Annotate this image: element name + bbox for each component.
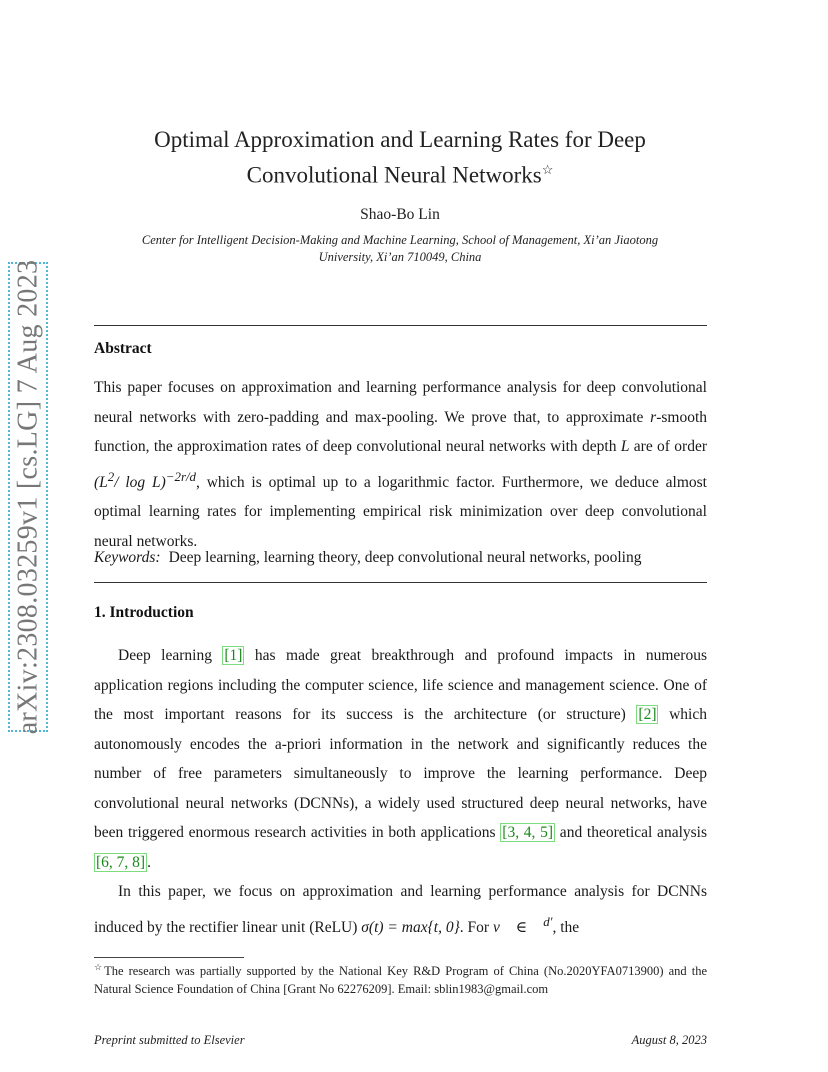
preprint-date: August 8, 2023 bbox=[631, 1033, 707, 1047]
abstract-heading: Abstract bbox=[94, 340, 152, 357]
affiliation bbox=[94, 232, 706, 266]
intro-paragraph-2 bbox=[94, 877, 707, 942]
introduction-body bbox=[94, 641, 707, 942]
abstract-body bbox=[94, 373, 707, 556]
intro-p1-text-a: Deep learning bbox=[118, 647, 223, 664]
citation-link-2[interactable]: [2] bbox=[638, 706, 657, 723]
vector-dim: d′ bbox=[543, 913, 553, 929]
title-line-2: Convolutional Neural Networks bbox=[246, 162, 542, 188]
math-r: r bbox=[650, 408, 657, 426]
footnote-text: The research was partially supported by the National Key R&D Program of China (No.2020YFA0713900) and the Natural Science Foundation of China [Grant No 62276209]. Email: sblin1983@gmail.com bbox=[94, 964, 708, 996]
footnote bbox=[94, 959, 707, 998]
order-expr-b: / log L) bbox=[114, 473, 166, 491]
order-expr-exp: −2r/d bbox=[165, 468, 197, 484]
intro-p1-text-b: has made great breakthrough and profound impacts in numerous application regions including the computer science, life science and management science. One of the most important reasons for its success is the architecture (or structure) bbox=[94, 647, 707, 723]
keywords-label: Keywords: bbox=[94, 549, 161, 566]
citation-link-6-8[interactable]: [6, 7, 8] bbox=[96, 853, 146, 871]
affiliation-line-1: Center for Intelligent Decision-Making and Machine Learning, School of Management, Xi’an Jiaotong bbox=[141, 233, 659, 247]
intro-p1-text-d: and theoretical analysis bbox=[555, 824, 707, 841]
abstract-text-3: are of order bbox=[629, 438, 707, 455]
relu-formula: σ(t) = max{t, 0} bbox=[361, 918, 460, 936]
preprint-note: Preprint submitted to Elsevier bbox=[94, 1033, 245, 1047]
abstract-bottom-rule bbox=[94, 582, 707, 583]
citation-link-1[interactable]: [1] bbox=[224, 647, 243, 664]
keywords-list: Deep learning, learning theory, deep convolutional neural networks, pooling bbox=[168, 549, 642, 566]
arxiv-identifier-text: arXiv:2308.03259v1 [cs.LG] 7 Aug 2023 bbox=[12, 259, 44, 735]
author-name: Shao-Bo Lin bbox=[360, 206, 440, 223]
intro-paragraph-1 bbox=[94, 641, 707, 877]
keywords-line bbox=[94, 549, 707, 567]
title-line-1: Optimal Approximation and Learning Rates for Deep bbox=[154, 127, 646, 152]
intro-p2-text-c: , the bbox=[552, 918, 580, 936]
intro-p1-text-c: which autonomously encodes the a-priori information in the network and significantly reduces the number of free parameters simultaneously to improve the learning performance. Deep convolutional neural networks (DCNNs), a widely used structured deep neural networks, have been triggered enormous research activities in both applications bbox=[94, 706, 707, 841]
paper-title bbox=[94, 125, 706, 191]
order-expression bbox=[94, 468, 197, 491]
arxiv-identifier-stamp[interactable] bbox=[8, 259, 48, 735]
affiliation-line-2: University, Xi’an 710049, China bbox=[318, 250, 482, 264]
order-expr-a: (L bbox=[94, 473, 108, 491]
intro-p1-text-e: . bbox=[147, 853, 151, 871]
abstract-text-1: This paper focuses on approximation and learning performance analysis for deep convolutional neural networks with zero-padding and max-pooling. We prove that, to approximate bbox=[94, 379, 707, 426]
abstract-text-2: -smooth function, the approximation rates of deep convolutional neural networks with depth bbox=[94, 408, 707, 455]
math-L: L bbox=[620, 438, 630, 455]
footnote-rule bbox=[94, 957, 244, 958]
citation-link-3-5[interactable]: [3, 4, 5] bbox=[502, 824, 554, 841]
order-expr-sq: 2 bbox=[107, 468, 115, 484]
intro-p2-text-b: . For bbox=[459, 918, 493, 936]
footnote-mark: ☆ bbox=[94, 962, 105, 972]
title-footnote-mark[interactable]: ☆ bbox=[541, 162, 554, 177]
abstract-text-4: , which is optimal up to a logarithmic factor. Furthermore, we deduce almost optimal learning rates for implementing empirical risk minimization over deep convolutional neural networks. bbox=[94, 473, 707, 550]
section-heading-introduction: 1. Introduction bbox=[94, 604, 194, 621]
abstract-top-rule bbox=[94, 325, 707, 326]
intro-p2-text-a: In this paper, we focus on approximation and learning performance analysis for DCNNs induced by the rectifier linear unit (ReLU) bbox=[94, 883, 707, 936]
vector-formula: v⃗ ∈ ℝ bbox=[492, 918, 544, 936]
